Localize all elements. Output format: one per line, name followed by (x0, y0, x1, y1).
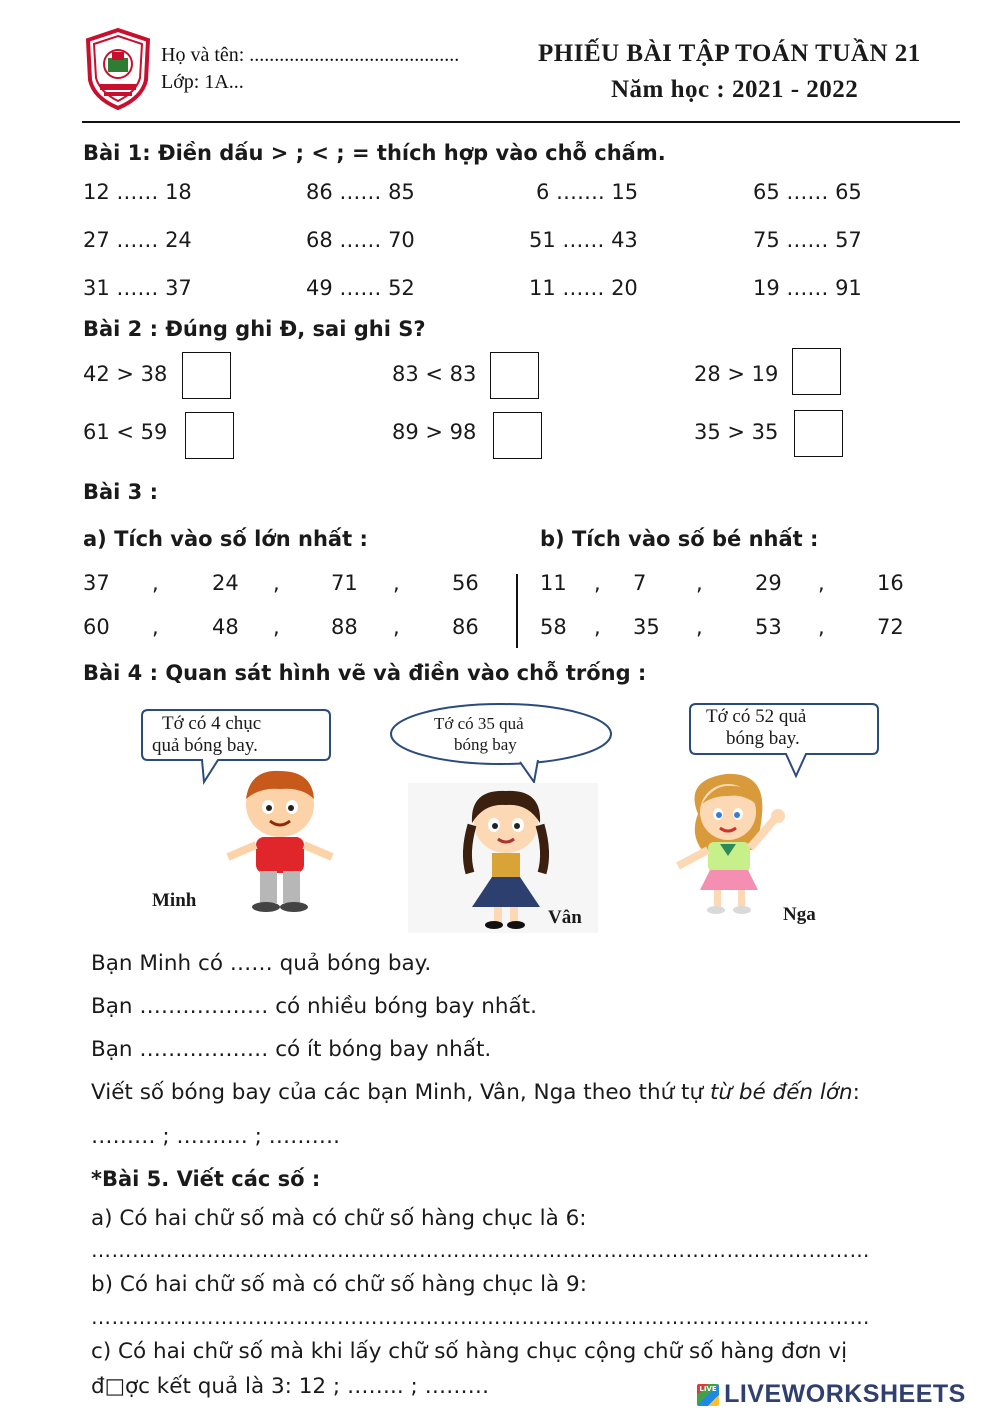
school-year: Năm học : 2021 - 2022 (611, 76, 859, 103)
comma: , (594, 571, 601, 595)
bai3-a-number[interactable]: 56 (452, 571, 479, 595)
bai1-item: 31 …… 37 (83, 276, 192, 300)
name-van: Vân (548, 907, 582, 928)
bubble-text: bóng bay (454, 735, 517, 754)
order-prefix: Viết số bóng bay của các bạn Minh, Vân, Nga theo thứ tự (91, 1080, 710, 1105)
bai5-a: a) Có hai chữ số mà có chữ số hàng chục là 6: (91, 1206, 587, 1231)
nga-illustration (662, 770, 812, 920)
comma: , (696, 571, 703, 595)
bai2-statement: 89 > 98 (392, 420, 477, 444)
bai4-heading: Bài 4 : Quan sát hình vẽ và điền vào chỗ trống : (83, 661, 647, 685)
bai3-divider (516, 574, 518, 648)
order-italic: từ bé đến lớn (709, 1080, 853, 1105)
comma: , (818, 571, 825, 595)
bai1-item: 49 …… 52 (306, 276, 415, 300)
liveworksheets-text: LIVEWORKSHEETS (724, 1380, 966, 1408)
bai3-b-number[interactable]: 35 (633, 615, 660, 639)
comma: , (696, 615, 703, 639)
bai2-answer-box[interactable] (182, 352, 231, 399)
bai2-answer-box[interactable] (185, 412, 234, 459)
name-minh: Minh (152, 890, 197, 911)
bai3-b-number[interactable]: 72 (877, 615, 904, 639)
bai3-a-number[interactable]: 71 (331, 571, 358, 595)
bai3-a-label: a) Tích vào số lớn nhất : (83, 527, 368, 551)
bai2-answer-box[interactable] (493, 412, 542, 459)
comma: , (818, 615, 825, 639)
bai2-statement: 61 < 59 (83, 420, 168, 444)
bubble-text: quả bóng bay. (152, 735, 258, 756)
bai3-b-number[interactable]: 11 (540, 571, 567, 595)
bubble-text: Tớ có 4 chục (162, 713, 262, 734)
bai3-b-number[interactable]: 53 (755, 615, 782, 639)
bai3-b-number[interactable]: 16 (877, 571, 904, 595)
live-badge-icon: LIVE (697, 1384, 719, 1406)
bai3-a-number[interactable]: 88 (331, 615, 358, 639)
comma: , (273, 615, 280, 639)
bai2-statement: 83 < 83 (392, 362, 477, 386)
bubble-text: Tớ có 35 quả (434, 714, 524, 733)
bai1-item: 19 …… 91 (753, 276, 862, 300)
name-nga: Nga (783, 904, 816, 925)
bubble-text: bóng bay. (726, 728, 800, 749)
comma: , (393, 615, 400, 639)
bai3-b-number[interactable]: 58 (540, 615, 567, 639)
school-logo (84, 28, 152, 110)
minh-illustration (214, 765, 344, 915)
bai5-c-line1: c) Có hai chữ số mà khi lấy chữ số hàng chục cộng chữ số hàng đơn vị (91, 1339, 848, 1364)
bai3-b-number[interactable]: 7 (633, 571, 647, 595)
worksheet-title: PHIẾU BÀI TẬP TOÁN TUẦN 21 (538, 40, 921, 67)
bai4-order-instruction (91, 1080, 860, 1105)
header-divider (82, 121, 960, 123)
bai2-answer-box[interactable] (490, 352, 539, 399)
bai5-heading: *Bài 5. Viết các số : (91, 1167, 321, 1191)
bai2-heading: Bài 2 : Đúng ghi Đ, sai ghi S? (83, 317, 426, 341)
bai4-answer-line[interactable]: ……… ; ………. ; ………. (91, 1124, 340, 1149)
bai5-a-answer-line[interactable]: …………………………………………………………………………………………………… (91, 1238, 870, 1262)
bai3-a-number[interactable]: 24 (212, 571, 239, 595)
bai5-b: b) Có hai chữ số mà có chữ số hàng chục là 9: (91, 1272, 587, 1297)
bai3-a-number[interactable]: 60 (83, 615, 110, 639)
bai1-item: 12 …… 18 (83, 180, 192, 204)
bai1-item: 27 …… 24 (83, 228, 192, 252)
bubble-text: Tớ có 52 quả (706, 706, 807, 727)
comma: , (152, 571, 159, 595)
bai3-b-label: b) Tích vào số bé nhất : (540, 527, 819, 551)
bai4-line: Bạn ……………… có nhiều bóng bay nhất. (91, 994, 537, 1019)
bai1-item: 51 …… 43 (529, 228, 638, 252)
bai2-answer-box[interactable] (794, 410, 843, 457)
bai2-statement: 42 > 38 (83, 362, 168, 386)
liveworksheets-logo (697, 1380, 966, 1408)
order-suffix: : (852, 1080, 860, 1105)
bai3-a-number[interactable]: 48 (212, 615, 239, 639)
bai1-item: 6 ……. 15 (536, 180, 639, 204)
bai4-line: Bạn ……………… có ít bóng bay nhất. (91, 1037, 492, 1062)
comma: , (273, 571, 280, 595)
speech-bubble-nga (686, 700, 882, 780)
bai1-item: 11 …… 20 (529, 276, 638, 300)
speech-bubble-van (388, 700, 614, 784)
comma: , (152, 615, 159, 639)
bai1-item: 65 …… 65 (753, 180, 862, 204)
bai3-heading: Bài 3 : (83, 480, 159, 504)
class-field: Lớp: 1A... (161, 71, 244, 93)
bai1-heading: Bài 1: Điền dấu > ; < ; = thích hợp vào chỗ chấm. (83, 141, 666, 165)
comma: , (393, 571, 400, 595)
bai4-line: Bạn Minh có …… quả bóng bay. (91, 951, 432, 976)
bai2-statement: 28 > 19 (694, 362, 779, 386)
bai5-c-line2: đ□ợc kết quả là 3: 12 ; …….. ; ……… (91, 1374, 490, 1399)
bai3-b-number[interactable]: 29 (755, 571, 782, 595)
student-name-field: Họ và tên: .......................................... (161, 44, 460, 66)
bai1-item: 68 …… 70 (306, 228, 415, 252)
bai2-statement: 35 > 35 (694, 420, 779, 444)
comma: , (594, 615, 601, 639)
bai1-item: 75 …… 57 (753, 228, 862, 252)
bai3-a-number[interactable]: 86 (452, 615, 479, 639)
bai2-answer-box[interactable] (792, 348, 841, 395)
bai1-item: 86 …… 85 (306, 180, 415, 204)
bai5-b-answer-line[interactable]: …………………………………………………………………………………………………… (91, 1305, 870, 1329)
bai3-a-number[interactable]: 37 (83, 571, 110, 595)
